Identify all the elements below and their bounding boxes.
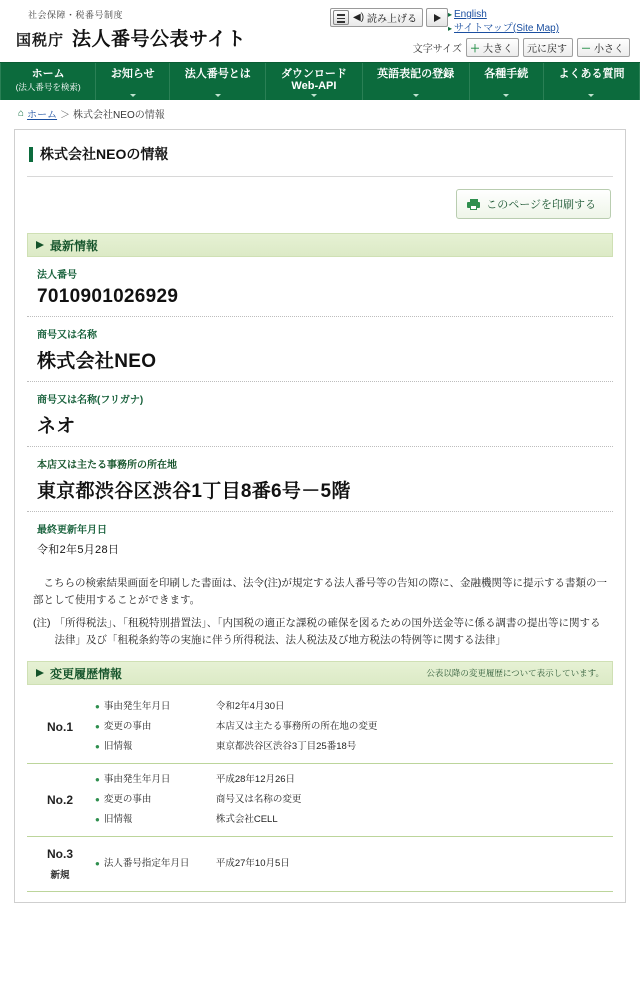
history-item xyxy=(93,854,613,874)
chevron-down-icon xyxy=(130,94,136,97)
site-header xyxy=(0,0,640,62)
history-item xyxy=(93,717,613,737)
print-page-button[interactable] xyxy=(456,189,611,219)
history-row-number-label: No.3 xyxy=(46,847,73,861)
bullet-icon: ● xyxy=(95,722,100,731)
table-row xyxy=(27,837,613,892)
history-item-value: 平成27年10月5日 xyxy=(215,858,290,869)
menu-icon[interactable] xyxy=(333,10,349,25)
breadcrumb-separator: ＞ xyxy=(60,110,71,121)
nav-item-procedures[interactable] xyxy=(470,63,544,100)
play-icon[interactable] xyxy=(426,8,448,27)
field-company-name-kana xyxy=(27,382,613,447)
nav-item-english-registration[interactable] xyxy=(363,63,470,100)
table-row xyxy=(27,691,613,764)
chevron-down-icon xyxy=(311,94,317,97)
history-bottom-divider xyxy=(27,891,613,892)
page-title xyxy=(15,130,625,176)
nav-item-news[interactable] xyxy=(96,63,170,100)
history-row-body xyxy=(93,837,613,892)
field-address xyxy=(27,447,613,512)
nav-item-home-sublabel: (法人番号を検索) xyxy=(15,82,81,92)
history-item-key: 法人番号指定年月日 xyxy=(103,858,190,869)
field-last-updated-value: 令和2年5月28日 xyxy=(37,544,120,556)
field-company-name-kana-value: ネオ xyxy=(37,416,76,437)
sitemap-link-row[interactable] xyxy=(448,22,559,36)
bullet-icon: ● xyxy=(95,795,100,804)
sitemap-link[interactable]: サイトマップ(Site Map) xyxy=(454,23,560,34)
bullet-icon: ● xyxy=(95,859,100,868)
bullet-icon: ● xyxy=(95,775,100,784)
nav-item-faq-label: よくある質問 xyxy=(558,68,625,80)
speech-read-button[interactable] xyxy=(330,8,423,27)
history-row-number xyxy=(27,837,93,892)
history-item xyxy=(93,697,613,717)
history-row-body xyxy=(93,764,613,837)
history-heading-label: 変更履歴情報 xyxy=(50,666,123,681)
page-title-text: 株式会社NEOの情報 xyxy=(40,146,169,162)
field-company-name-value: 株式会社NEO xyxy=(37,351,157,372)
nav-item-news-label: お知らせ xyxy=(110,68,155,80)
latest-info-fields xyxy=(27,257,613,565)
home-icon: ⌂ xyxy=(18,108,25,119)
triangle-icon xyxy=(36,241,44,249)
latest-info-heading-label: 最新情報 xyxy=(50,238,99,253)
triangle-icon xyxy=(36,669,44,677)
bullet-icon: ● xyxy=(95,742,100,751)
print-row xyxy=(15,177,625,229)
history-item-key: 事由発生年月日 xyxy=(103,774,171,785)
history-item-key: 旧情報 xyxy=(103,741,133,752)
english-link-row[interactable] xyxy=(448,8,559,22)
history-table xyxy=(27,691,613,891)
nav-item-faq[interactable] xyxy=(544,63,640,100)
field-company-name-kana-label: 商号又は名称(フリガナ) xyxy=(37,395,144,406)
history-row-tag: 新規 xyxy=(50,870,70,881)
nav-item-home[interactable] xyxy=(0,63,96,100)
breadcrumb-current: 株式会社NEOの情報 xyxy=(73,110,165,121)
nav-item-about[interactable] xyxy=(170,63,266,100)
chevron-down-icon xyxy=(503,94,509,97)
history-item-value: 平成28年12月26日 xyxy=(215,774,296,785)
history-row-number-label: No.1 xyxy=(46,720,73,734)
usage-note-paragraph: こちらの検索結果画面を印刷した書面は、法令(注)が規定する法人番号等の告知の際に、金融機関等に提示する書類の一部として使用することができます。 xyxy=(33,577,607,606)
nav-item-home-label: ホーム xyxy=(31,68,65,80)
history-item-key: 事由発生年月日 xyxy=(103,701,171,712)
history-item-key: 変更の事由 xyxy=(103,794,152,805)
chevron-down-icon xyxy=(413,94,419,97)
nav-item-procedures-label: 各種手続 xyxy=(484,68,529,80)
nav-item-download-label: ダウンロード xyxy=(280,68,347,80)
font-size-smaller-button[interactable] xyxy=(577,38,630,57)
history-row-number-label: No.2 xyxy=(46,793,73,807)
chevron-right-icon: ▸ xyxy=(448,10,453,19)
footnote-text: 「所得税法」、「租税特別措置法」、「内国税の適正な課税の確保を図るための国外送金等に係る調書の提出等に関する法律」及び「租税条約等の実施に伴う所得税法、法人税法及び地方税法の特例等に関する法律」 xyxy=(54,617,601,646)
history-item-key: 旧情報 xyxy=(103,814,133,825)
field-address-label: 本店又は主たる事務所の所在地 xyxy=(37,460,177,471)
history-heading-note: 公表以降の変更履歴について表示しています。 xyxy=(426,668,604,678)
field-company-name-label: 商号又は名称 xyxy=(37,330,97,341)
printer-icon xyxy=(467,199,480,210)
font-size-larger-label: 大きく xyxy=(483,44,513,55)
chevron-right-icon: ▸ xyxy=(448,24,453,33)
breadcrumb xyxy=(0,100,640,127)
nav-item-about-label: 法人番号とは xyxy=(184,68,251,80)
main-card xyxy=(14,129,626,903)
font-size-controls xyxy=(413,38,630,57)
agency-name: 国税庁 xyxy=(16,32,65,49)
font-size-smaller-label: 小さく xyxy=(594,44,624,55)
font-size-label: 文字サイズ xyxy=(412,44,462,55)
speaker-icon: ◀) xyxy=(353,12,365,23)
chevron-down-icon xyxy=(215,94,221,97)
plus-icon: ＋ xyxy=(470,44,480,55)
usage-note-footnote xyxy=(33,615,607,649)
nav-item-download[interactable] xyxy=(266,63,362,100)
global-nav xyxy=(0,62,640,100)
field-address-value: 東京都渋谷区渋谷1丁目8番6号－5階 xyxy=(37,481,351,502)
site-title: 法人番号公表サイト xyxy=(72,29,247,50)
history-row-number xyxy=(27,691,93,764)
history-item xyxy=(93,810,613,830)
font-size-larger-button[interactable] xyxy=(466,38,519,57)
footnote-mark: (注) xyxy=(33,617,51,629)
history-row-number xyxy=(27,764,93,837)
history-row-body xyxy=(93,691,613,764)
history-item-value: 本店又は主たる事務所の所在地の変更 xyxy=(215,721,378,732)
field-last-updated xyxy=(27,512,613,565)
history-item-value: 商号又は名称の変更 xyxy=(215,794,302,805)
speech-controls xyxy=(330,8,630,34)
bullet-icon: ● xyxy=(95,702,100,711)
history-item-key: 変更の事由 xyxy=(103,721,152,732)
field-last-updated-label: 最終更新年月日 xyxy=(37,525,107,536)
site-subtitle: 社会保障・税番号制度 xyxy=(28,10,124,20)
print-page-button-label: このページを印刷する xyxy=(486,199,596,211)
usage-notes xyxy=(33,575,607,649)
minus-icon: － xyxy=(581,44,591,55)
latest-info-heading xyxy=(27,233,613,257)
history-heading xyxy=(27,661,613,685)
title-accent-bar xyxy=(29,147,33,162)
history-item xyxy=(93,737,613,757)
chevron-down-icon xyxy=(588,94,594,97)
header-links xyxy=(448,8,559,36)
field-corporate-number-label: 法人番号 xyxy=(37,270,77,281)
field-company-name xyxy=(27,317,613,382)
font-size-reset-label: 元に戻す xyxy=(527,44,567,55)
nav-item-english-registration-label: 英語表記の登録 xyxy=(377,68,455,80)
history-item-value: 東京都渋谷区渋谷3丁目25番18号 xyxy=(215,741,357,752)
history-item xyxy=(93,790,613,810)
font-size-reset-button[interactable] xyxy=(523,38,573,57)
table-row xyxy=(27,764,613,837)
english-link[interactable]: English xyxy=(454,9,487,20)
speech-label: 読み上げる xyxy=(367,14,418,25)
bullet-icon: ● xyxy=(95,815,100,824)
breadcrumb-home-link[interactable]: ホーム xyxy=(27,110,58,121)
field-corporate-number xyxy=(27,257,613,317)
history-item-value: 株式会社CELL xyxy=(215,814,278,825)
history-item xyxy=(93,770,613,790)
history-item-value: 令和2年4月30日 xyxy=(215,701,285,712)
nav-item-download-sublabel: Web-API xyxy=(291,80,337,92)
field-corporate-number-value: 7010901026929 xyxy=(37,286,179,307)
header-utilities xyxy=(330,8,630,55)
